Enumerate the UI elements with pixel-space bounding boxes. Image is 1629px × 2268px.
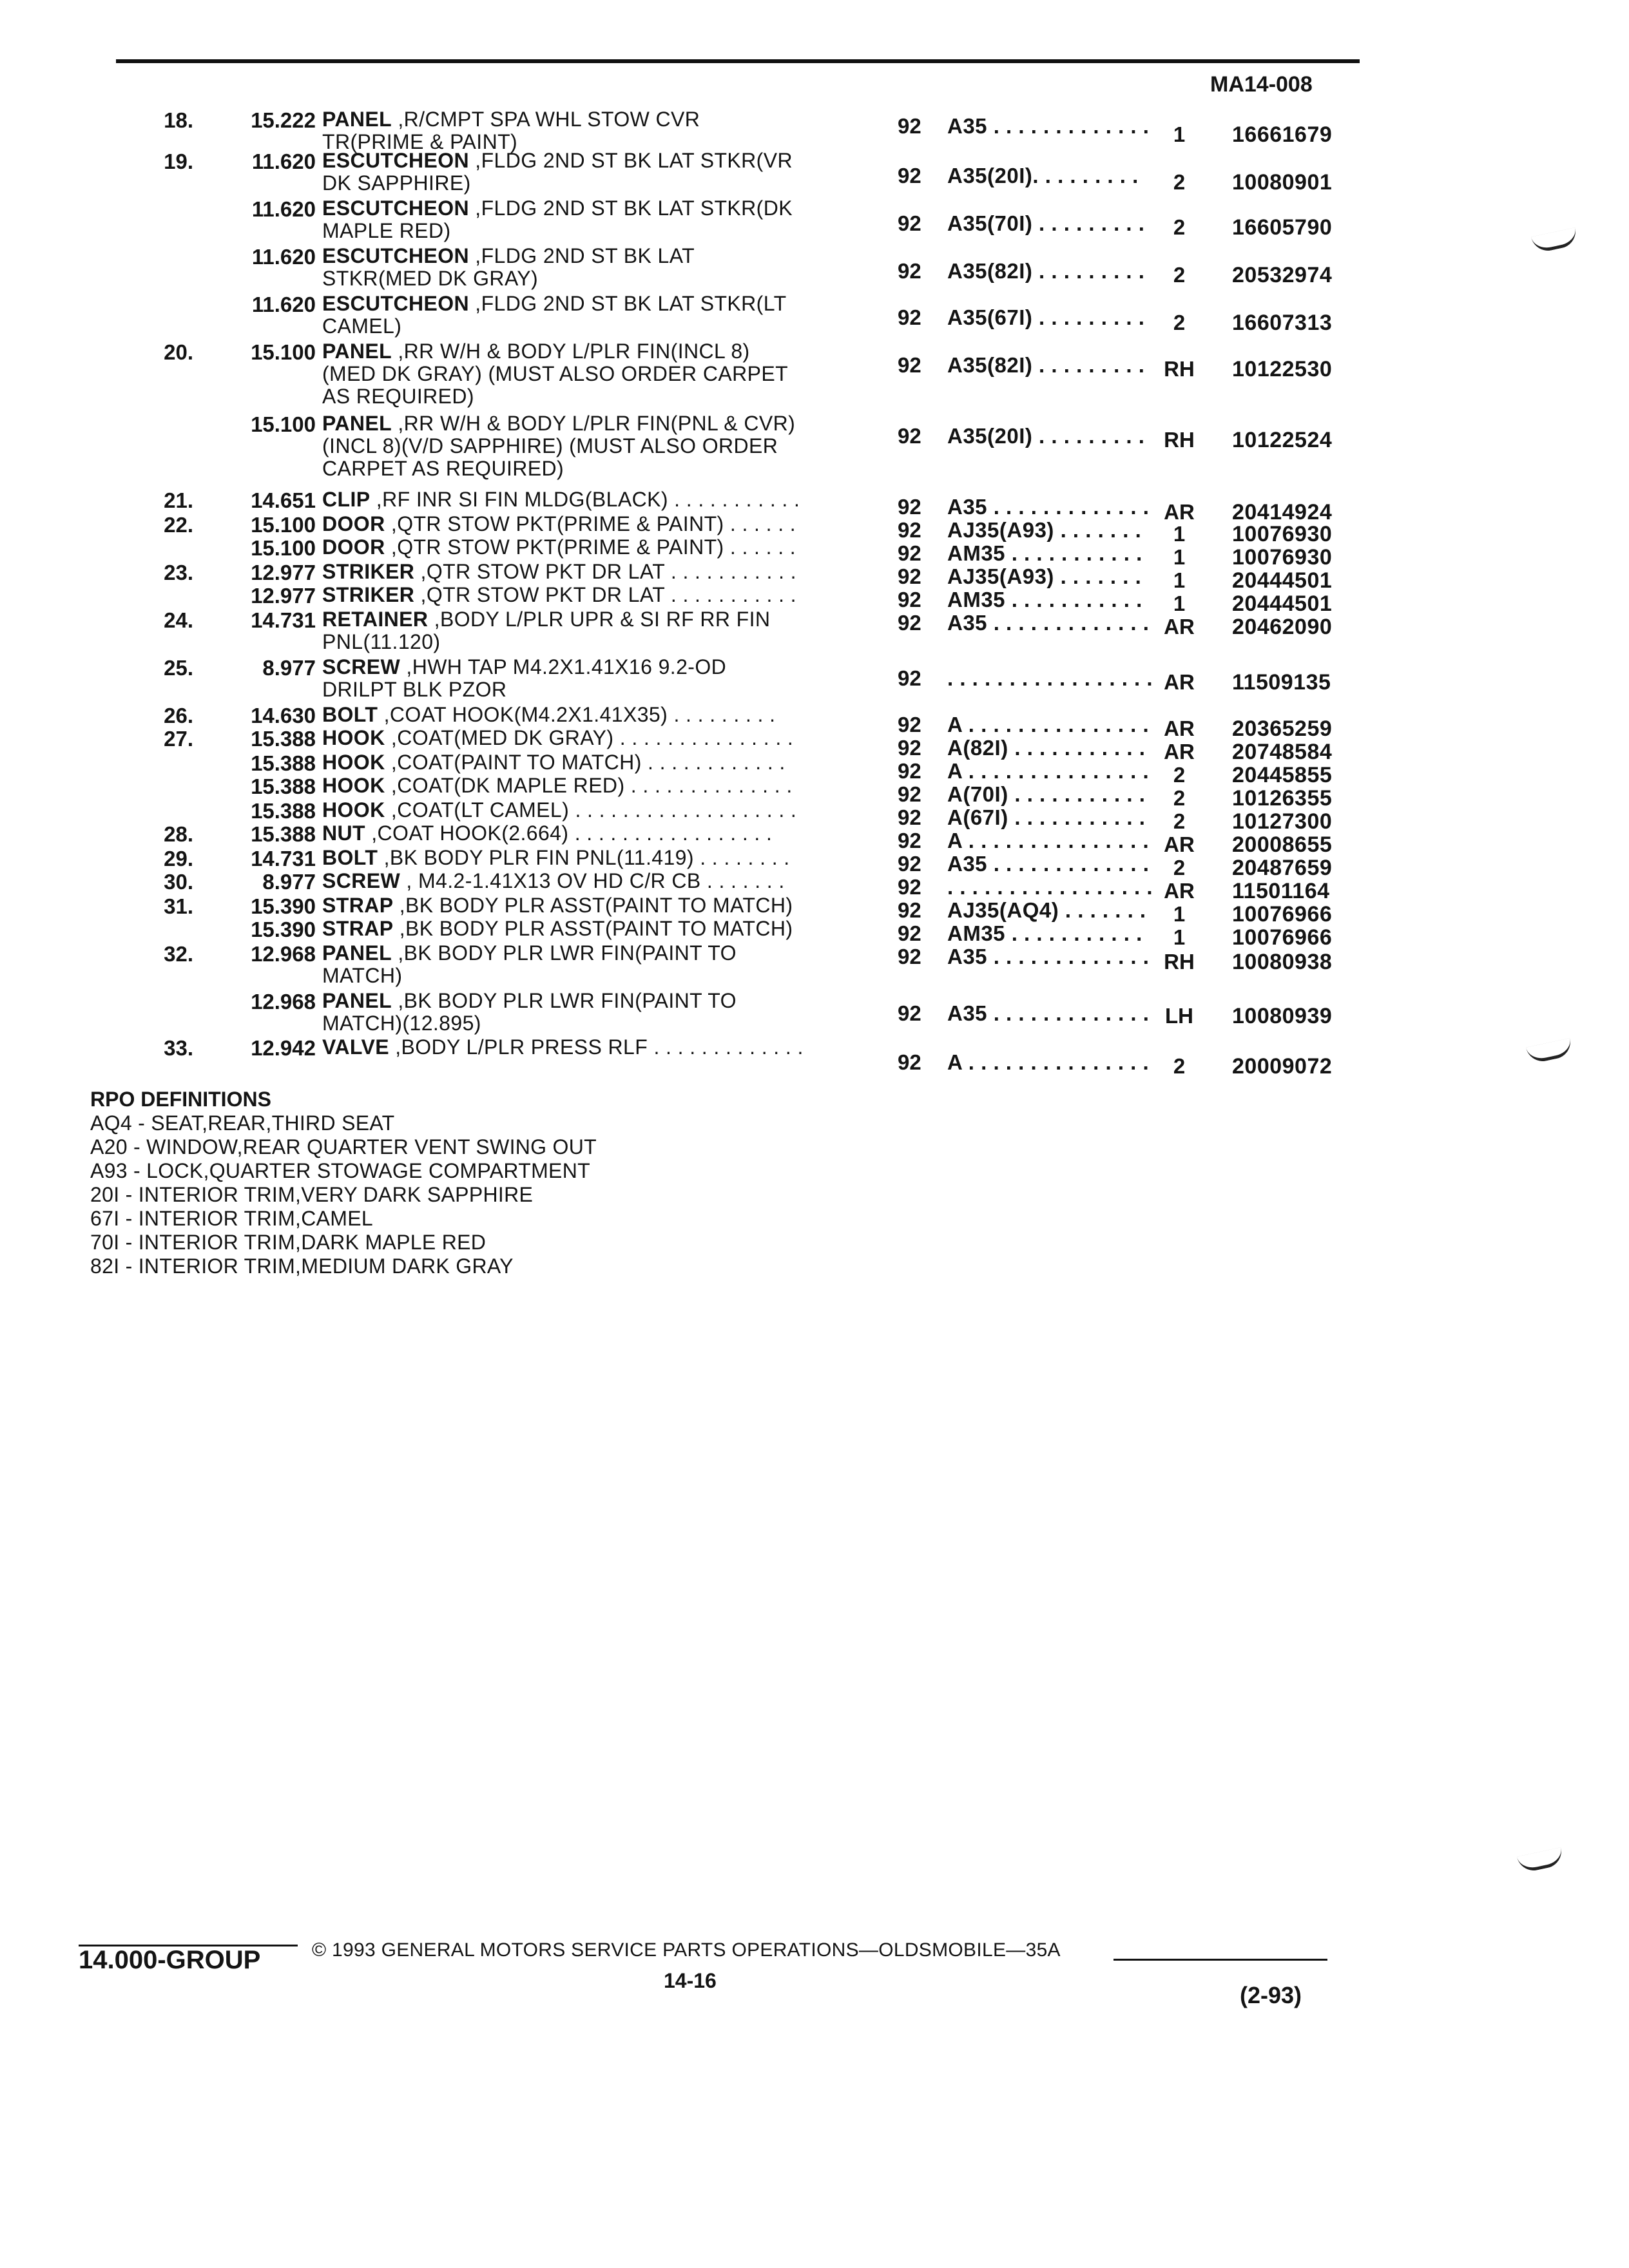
quantity: AR bbox=[1164, 740, 1195, 764]
part-number: 10122530 bbox=[1232, 357, 1333, 381]
quantity: 2 bbox=[1173, 170, 1186, 194]
part-detail: ,QTR STOW PKT(PRIME & PAINT) . . . . . . bbox=[385, 535, 796, 559]
group-number: 15.388 bbox=[251, 774, 316, 798]
model-year: 92 bbox=[898, 541, 921, 565]
part-row bbox=[0, 656, 1629, 702]
rpo-item: 20I - INTERIOR TRIM,VERY DARK SAPPHIRE bbox=[90, 1183, 534, 1206]
part-name: NUT bbox=[322, 822, 365, 845]
model-year: 92 bbox=[898, 211, 921, 235]
model-code: A . . . . . . . . . . . . . . . bbox=[947, 713, 1150, 736]
part-detail: ,COAT(DK MAPLE RED) . . . . . . . . . . . . . . bbox=[385, 774, 793, 797]
ref-number: 31. bbox=[164, 894, 193, 918]
part-description bbox=[322, 197, 793, 242]
ref-number: 22. bbox=[164, 513, 193, 537]
part-name: HOOK bbox=[322, 798, 385, 822]
model-code: . . . . . . . . . . . . . . . . . bbox=[947, 875, 1153, 899]
part-number: 10080939 bbox=[1232, 1004, 1333, 1028]
part-row bbox=[0, 1036, 1629, 1082]
group-number: 8.977 bbox=[262, 656, 316, 680]
part-detail: ,COAT(PAINT TO MATCH) . . . . . . . . . . . . bbox=[385, 751, 786, 774]
quantity: RH bbox=[1164, 950, 1195, 974]
model-year: 92 bbox=[898, 495, 921, 519]
part-number: 10076966 bbox=[1232, 902, 1333, 927]
model-year: 92 bbox=[898, 945, 921, 968]
part-description bbox=[322, 704, 775, 726]
model-code: AM35 . . . . . . . . . . . bbox=[947, 588, 1142, 611]
part-number: 20532974 bbox=[1232, 263, 1333, 287]
group-number: 14.731 bbox=[251, 608, 316, 632]
part-name: ESCUTCHEON bbox=[322, 149, 470, 172]
part-name: PANEL bbox=[322, 989, 392, 1012]
part-description bbox=[322, 990, 737, 1035]
model-year: 92 bbox=[898, 424, 921, 448]
part-name: PANEL bbox=[322, 340, 392, 363]
model-year: 92 bbox=[898, 666, 921, 690]
model-code: A35(70I) . . . . . . . . . bbox=[947, 211, 1145, 235]
model-year: 92 bbox=[898, 114, 921, 138]
quantity: 2 bbox=[1173, 215, 1186, 239]
model-year: 92 bbox=[898, 759, 921, 783]
quantity: AR bbox=[1164, 879, 1195, 903]
model-year: 92 bbox=[898, 588, 921, 611]
quantity: 2 bbox=[1173, 809, 1186, 833]
part-name: ESCUTCHEON bbox=[322, 197, 470, 220]
part-description bbox=[322, 847, 790, 869]
part-description bbox=[322, 412, 795, 480]
part-description bbox=[322, 561, 796, 583]
part-row bbox=[0, 197, 1629, 244]
part-detail: ,BK BODY PLR FIN PNL(11.419) . . . . . . . . bbox=[378, 846, 790, 869]
rpo-title: RPO DEFINITIONS bbox=[90, 1088, 271, 1111]
part-number: 16661679 bbox=[1232, 122, 1333, 147]
group-number: 15.388 bbox=[251, 751, 316, 775]
part-number: 11509135 bbox=[1232, 670, 1331, 695]
model-code: . . . . . . . . . . . . . . . . . bbox=[947, 666, 1153, 690]
parts-list bbox=[0, 0, 1629, 1108]
part-number: 10076930 bbox=[1232, 545, 1333, 570]
model-code: A . . . . . . . . . . . . . . . bbox=[947, 1050, 1150, 1074]
part-name: BOLT bbox=[322, 703, 378, 726]
model-year: 92 bbox=[898, 898, 921, 922]
part-description bbox=[322, 656, 726, 701]
ref-number: 20. bbox=[164, 340, 193, 364]
model-year: 92 bbox=[898, 518, 921, 542]
model-code: AJ35(A93) . . . . . . . bbox=[947, 518, 1142, 542]
model-code: A35 . . . . . . . . . . . . . bbox=[947, 114, 1150, 138]
model-year: 92 bbox=[898, 305, 921, 329]
model-code: A35 . . . . . . . . . . . . . bbox=[947, 611, 1150, 635]
part-detail: ,QTR STOW PKT(PRIME & PAINT) . . . . . . bbox=[385, 512, 796, 535]
part-detail: ,FLDG 2ND ST BK LAT STKR(DK MAPLE RED) bbox=[322, 197, 793, 242]
ref-number: 33. bbox=[164, 1036, 193, 1060]
part-number: 16605790 bbox=[1232, 215, 1333, 240]
part-description bbox=[322, 822, 772, 845]
model-year: 92 bbox=[898, 921, 921, 945]
model-code: A35 . . . . . . . . . . . . . bbox=[947, 1001, 1150, 1025]
model-year: 92 bbox=[898, 1001, 921, 1025]
quantity: 1 bbox=[1173, 522, 1186, 546]
part-description bbox=[322, 727, 793, 749]
ref-number: 19. bbox=[164, 149, 193, 173]
quantity: AR bbox=[1164, 832, 1195, 856]
part-description bbox=[322, 245, 695, 290]
model-code: AM35 . . . . . . . . . . . bbox=[947, 921, 1142, 945]
part-description bbox=[322, 751, 786, 774]
ref-number: 24. bbox=[164, 608, 193, 632]
group-number: 14.630 bbox=[251, 704, 316, 727]
part-name: HOOK bbox=[322, 726, 385, 749]
ref-number: 26. bbox=[164, 704, 193, 727]
rpo-item: 67I - INTERIOR TRIM,CAMEL bbox=[90, 1207, 373, 1230]
part-number: 10126355 bbox=[1232, 786, 1333, 811]
group-number: 15.390 bbox=[251, 894, 316, 918]
part-description bbox=[322, 942, 737, 987]
model-code: A35 . . . . . . . . . . . . . bbox=[947, 495, 1150, 519]
group-number: 15.388 bbox=[251, 727, 316, 751]
part-number: 10076966 bbox=[1232, 925, 1333, 950]
model-code: A35 . . . . . . . . . . . . . bbox=[947, 945, 1150, 968]
group-number: 11.620 bbox=[251, 245, 316, 269]
group-number: 14.651 bbox=[251, 488, 316, 512]
model-code: A . . . . . . . . . . . . . . . bbox=[947, 759, 1150, 783]
quantity: 2 bbox=[1173, 786, 1186, 810]
model-year: 92 bbox=[898, 259, 921, 283]
part-row bbox=[0, 340, 1629, 408]
part-name: PANEL bbox=[322, 412, 392, 435]
part-detail: ,FLDG 2ND ST BK LAT STKR(VR DK SAPPHIRE) bbox=[322, 149, 793, 195]
quantity: AR bbox=[1164, 500, 1195, 524]
part-row bbox=[0, 942, 1629, 988]
part-detail: ,BK BODY PLR LWR FIN(PAINT TO MATCH) bbox=[322, 941, 737, 987]
group-number: 11.620 bbox=[251, 293, 316, 316]
part-row bbox=[0, 990, 1629, 1036]
part-description bbox=[322, 608, 770, 653]
part-name: STRAP bbox=[322, 894, 394, 917]
model-year: 92 bbox=[898, 1050, 921, 1074]
part-detail: ,QTR STOW PKT DR LAT . . . . . . . . . . . bbox=[414, 560, 796, 583]
part-number: 10076930 bbox=[1232, 522, 1333, 546]
group-number: 15.100 bbox=[251, 340, 316, 364]
group-number: 15.100 bbox=[251, 412, 316, 436]
model-code: A35(82I) . . . . . . . . . bbox=[947, 353, 1145, 377]
part-number: 20748584 bbox=[1232, 740, 1333, 764]
group-number: 15.222 bbox=[251, 108, 316, 132]
model-code: A35(20I). . . . . . . . . bbox=[947, 164, 1139, 187]
part-name: DOOR bbox=[322, 512, 385, 535]
part-name: SCREW bbox=[322, 655, 401, 678]
group-number: 12.942 bbox=[251, 1036, 316, 1060]
part-description bbox=[322, 774, 793, 797]
group-number: 11.620 bbox=[251, 149, 316, 173]
ref-number: 29. bbox=[164, 847, 193, 870]
rpo-item: AQ4 - SEAT,REAR,THIRD SEAT bbox=[90, 1111, 395, 1135]
part-number: 20445855 bbox=[1232, 763, 1333, 787]
quantity: RH bbox=[1164, 428, 1195, 452]
part-name: STRAP bbox=[322, 917, 394, 940]
model-year: 92 bbox=[898, 353, 921, 377]
part-number: 20009072 bbox=[1232, 1054, 1333, 1079]
ref-number: 30. bbox=[164, 870, 193, 894]
part-row bbox=[0, 108, 1629, 155]
part-description bbox=[322, 894, 793, 917]
rpo-item: A93 - LOCK,QUARTER STOWAGE COMPARTMENT bbox=[90, 1159, 590, 1182]
group-number: 12.977 bbox=[251, 561, 316, 584]
part-detail: ,COAT HOOK(2.664) . . . . . . . . . . . . . . . . . bbox=[365, 822, 773, 845]
part-detail: ,BODY L/PLR UPR & SI RF RR FIN PNL(11.120) bbox=[322, 608, 771, 653]
model-year: 92 bbox=[898, 782, 921, 806]
part-description bbox=[322, 108, 700, 153]
part-name: CLIP bbox=[322, 488, 371, 511]
page-id: MA14-008 bbox=[1210, 72, 1313, 97]
quantity: 2 bbox=[1173, 263, 1186, 287]
part-name: VALVE bbox=[322, 1035, 389, 1059]
part-name: STRIKER bbox=[322, 583, 415, 606]
model-year: 92 bbox=[898, 713, 921, 736]
quantity: AR bbox=[1164, 716, 1195, 740]
part-number: 20365259 bbox=[1232, 716, 1333, 741]
group-number: 11.620 bbox=[251, 197, 316, 221]
part-detail: ,COAT HOOK(M4.2X1.41X35) . . . . . . . . . bbox=[378, 703, 776, 726]
footer-group: 14.000-GROUP bbox=[79, 1946, 261, 1974]
ref-number: 23. bbox=[164, 561, 193, 584]
part-name: RETAINER bbox=[322, 608, 429, 631]
part-name: STRIKER bbox=[322, 560, 415, 583]
model-code: A35(82I) . . . . . . . . . bbox=[947, 259, 1145, 283]
quantity: RH bbox=[1164, 357, 1195, 381]
ref-number: 27. bbox=[164, 727, 193, 751]
part-row bbox=[0, 245, 1629, 291]
group-number: 14.731 bbox=[251, 847, 316, 870]
part-description bbox=[322, 488, 800, 511]
part-row bbox=[0, 608, 1629, 655]
model-code: A35(67I) . . . . . . . . . bbox=[947, 305, 1145, 329]
part-description bbox=[322, 918, 793, 940]
part-detail: ,COAT(MED DK GRAY) . . . . . . . . . . . . . . . bbox=[385, 726, 794, 749]
quantity: LH bbox=[1165, 1004, 1193, 1028]
group-number: 15.100 bbox=[251, 536, 316, 560]
part-description bbox=[322, 1036, 804, 1059]
ref-number: 28. bbox=[164, 822, 193, 846]
part-detail: ,RR W/H & BODY L/PLR FIN(PNL & CVR) (INCL 8)(V/D SAPPHIRE) (MUST ALSO ORDER CARPET AS REQUIRED) bbox=[322, 412, 796, 480]
part-description bbox=[322, 340, 788, 408]
part-description bbox=[322, 513, 796, 535]
part-name: ESCUTCHEON bbox=[322, 292, 470, 315]
model-code: A(70I) . . . . . . . . . . . bbox=[947, 782, 1146, 806]
quantity: 2 bbox=[1173, 311, 1186, 334]
part-description bbox=[322, 149, 793, 195]
model-code: A35(20I) . . . . . . . . . bbox=[947, 424, 1145, 448]
group-number: 8.977 bbox=[262, 870, 316, 894]
part-number: 11501164 bbox=[1232, 879, 1330, 903]
part-number: 20444501 bbox=[1232, 591, 1333, 616]
part-detail: ,HWH TAP M4.2X1.41X16 9.2-OD DRILPT BLK PZOR bbox=[322, 655, 727, 701]
model-year: 92 bbox=[898, 611, 921, 635]
model-year: 92 bbox=[898, 875, 921, 899]
quantity: 2 bbox=[1173, 1054, 1186, 1078]
model-code: A(67I) . . . . . . . . . . . bbox=[947, 805, 1146, 829]
part-detail: ,BK BODY PLR ASST(PAINT TO MATCH) bbox=[393, 917, 793, 940]
footer-copyright: © 1993 GENERAL MOTORS SERVICE PARTS OPERATIONS—OLDSMOBILE—35A bbox=[312, 1939, 1061, 1961]
part-number: 20444501 bbox=[1232, 568, 1333, 593]
part-name: BOLT bbox=[322, 846, 378, 869]
part-description bbox=[322, 584, 796, 606]
footer-rule-right bbox=[1113, 1959, 1327, 1961]
quantity: AR bbox=[1164, 670, 1195, 694]
part-name: ESCUTCHEON bbox=[322, 244, 470, 267]
part-name: PANEL bbox=[322, 108, 392, 131]
model-code: AJ35(A93) . . . . . . . bbox=[947, 564, 1142, 588]
part-row bbox=[0, 149, 1629, 196]
rpo-definitions bbox=[90, 1088, 597, 1278]
model-year: 92 bbox=[898, 805, 921, 829]
part-detail: , M4.2-1.41X13 OV HD C/R CB . . . . . . . bbox=[400, 869, 785, 892]
rpo-item: 70I - INTERIOR TRIM,DARK MAPLE RED bbox=[90, 1231, 487, 1254]
part-number: 10127300 bbox=[1232, 809, 1333, 834]
part-detail: ,FLDG 2ND ST BK LAT STKR(MED DK GRAY) bbox=[322, 244, 695, 290]
part-detail: ,RF INR SI FIN MLDG(BLACK) . . . . . . . . . . . bbox=[370, 488, 800, 511]
part-number: 20462090 bbox=[1232, 615, 1333, 639]
group-number: 15.390 bbox=[251, 918, 316, 941]
part-detail: ,QTR STOW PKT DR LAT . . . . . . . . . . . bbox=[414, 583, 796, 606]
group-number: 15.388 bbox=[251, 799, 316, 823]
model-code: AJ35(AQ4) . . . . . . . bbox=[947, 898, 1146, 922]
part-number: 10122524 bbox=[1232, 428, 1333, 452]
footer-date: (2-93) bbox=[1240, 1982, 1302, 2008]
group-number: 15.388 bbox=[251, 822, 316, 846]
part-description bbox=[322, 536, 796, 559]
group-number: 12.968 bbox=[251, 990, 316, 1014]
part-detail: ,COAT(LT CAMEL) . . . . . . . . . . . . . . . . . . . bbox=[385, 798, 797, 822]
part-name: HOOK bbox=[322, 751, 385, 774]
group-number: 12.977 bbox=[251, 584, 316, 608]
rpo-item: A20 - WINDOW,REAR QUARTER VENT SWING OUT bbox=[90, 1135, 597, 1158]
ref-number: 18. bbox=[164, 108, 193, 132]
part-row bbox=[0, 293, 1629, 339]
part-name: DOOR bbox=[322, 535, 385, 559]
part-description bbox=[322, 799, 796, 822]
ref-number: 21. bbox=[164, 488, 193, 512]
part-name: HOOK bbox=[322, 774, 385, 797]
footer-page-number: 14-16 bbox=[664, 1969, 717, 1992]
part-detail: ,BK BODY PLR ASST(PAINT TO MATCH) bbox=[393, 894, 793, 917]
rpo-item: 82I - INTERIOR TRIM,MEDIUM DARK GRAY bbox=[90, 1254, 514, 1278]
quantity: 2 bbox=[1173, 763, 1186, 787]
quantity: 1 bbox=[1173, 568, 1186, 592]
quantity: 1 bbox=[1173, 545, 1186, 569]
part-number: 16607313 bbox=[1232, 311, 1333, 335]
model-code: A . . . . . . . . . . . . . . . bbox=[947, 829, 1150, 852]
margin-mark bbox=[1517, 1847, 1565, 1874]
group-number: 12.968 bbox=[251, 942, 316, 966]
part-detail: ,RR W/H & BODY L/PLR FIN(INCL 8) (MED DK GRAY) (MUST ALSO ORDER CARPET AS REQUIRED) bbox=[322, 340, 789, 408]
part-row bbox=[0, 412, 1629, 480]
quantity: 1 bbox=[1173, 902, 1186, 926]
quantity: 2 bbox=[1173, 856, 1186, 879]
model-code: A35 . . . . . . . . . . . . . bbox=[947, 852, 1150, 876]
model-year: 92 bbox=[898, 736, 921, 760]
part-number: 10080901 bbox=[1232, 170, 1333, 195]
part-description bbox=[322, 293, 787, 338]
part-description bbox=[322, 870, 785, 892]
part-number: 10080938 bbox=[1232, 950, 1333, 974]
part-number: 20008655 bbox=[1232, 832, 1333, 857]
model-code: AM35 . . . . . . . . . . . bbox=[947, 541, 1142, 565]
quantity: 1 bbox=[1173, 122, 1186, 146]
part-detail: ,BK BODY PLR LWR FIN(PAINT TO MATCH)(12.895) bbox=[322, 989, 737, 1035]
ref-number: 25. bbox=[164, 656, 193, 680]
part-detail: ,FLDG 2ND ST BK LAT STKR(LT CAMEL) bbox=[322, 292, 787, 338]
part-number: 20487659 bbox=[1232, 856, 1333, 880]
model-year: 92 bbox=[898, 564, 921, 588]
quantity: AR bbox=[1164, 615, 1195, 639]
ref-number: 32. bbox=[164, 942, 193, 966]
quantity: 1 bbox=[1173, 591, 1186, 615]
part-name: SCREW bbox=[322, 869, 401, 892]
model-year: 92 bbox=[898, 164, 921, 187]
model-code: A(82I) . . . . . . . . . . . bbox=[947, 736, 1146, 760]
group-number: 15.100 bbox=[251, 513, 316, 537]
part-detail: ,BODY L/PLR PRESS RLF . . . . . . . . . . . . . bbox=[389, 1035, 804, 1059]
model-year: 92 bbox=[898, 852, 921, 876]
quantity: 1 bbox=[1173, 925, 1186, 949]
part-detail: ,R/CMPT SPA WHL STOW CVR TR(PRIME & PAINT) bbox=[322, 108, 700, 153]
model-year: 92 bbox=[898, 829, 921, 852]
part-number: 20414924 bbox=[1232, 500, 1333, 524]
part-name: PANEL bbox=[322, 941, 392, 965]
